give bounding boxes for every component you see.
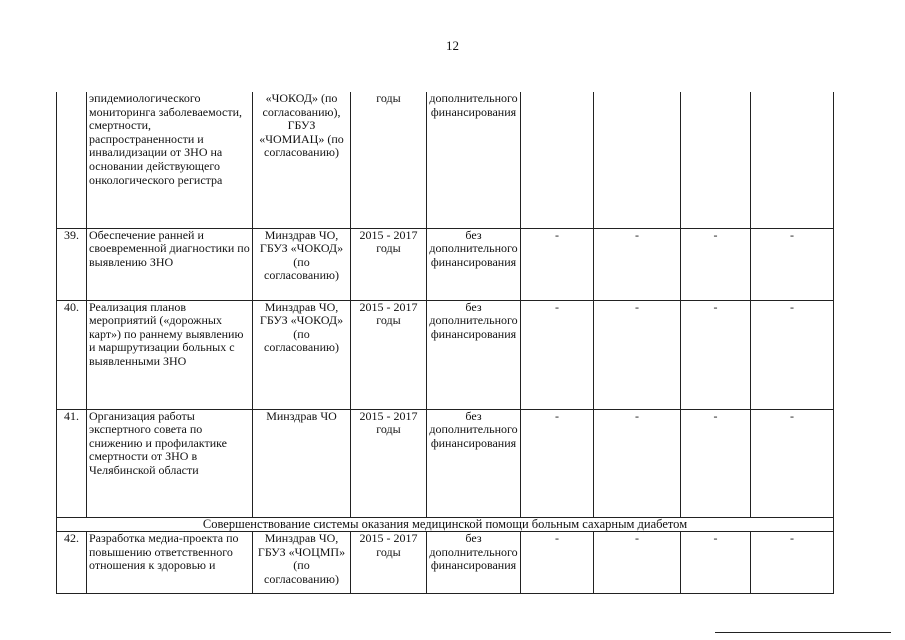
value-cell: - xyxy=(681,409,751,517)
financing-text: без дополнительного финансирования xyxy=(427,228,521,300)
page-number: 12 xyxy=(446,38,459,53)
financing-text: без дополнительного финансирования xyxy=(427,300,521,409)
financing-text: без дополнительного финансирования xyxy=(427,532,521,594)
value-cell: - xyxy=(594,532,681,594)
table-row xyxy=(57,300,834,409)
measure-text: Обеспечение ранней и своевременной диагностики по выявлению ЗНО xyxy=(87,228,253,300)
value-cell: - xyxy=(681,532,751,594)
executor-text: Минздрав ЧО, ГБУЗ «ЧОКОД» (по согласованию) xyxy=(253,300,351,409)
financing-text: дополнительного финансирования xyxy=(427,92,521,228)
term-text: 2015 - 2017 годы xyxy=(351,409,427,517)
executor-text: Минздрав ЧО, ГБУЗ «ЧОКОД» (по согласованию) xyxy=(253,228,351,300)
term-text: годы xyxy=(351,92,427,228)
value-cell xyxy=(594,92,681,228)
value-cell: - xyxy=(594,300,681,409)
value-cell xyxy=(751,92,834,228)
measure-text: эпидемиологического мониторинга заболеваемости, смертности, распространенности и инвалидизации от ЗНО на основании действующего онкологического регистра xyxy=(87,92,253,228)
term-text: 2015 - 2017 годы xyxy=(351,300,427,409)
row-number: 41. xyxy=(57,409,87,517)
row-number: 39. xyxy=(57,228,87,300)
executor-text: «ЧОКОД» (по согласованию), ГБУЗ «ЧОМИАЦ» (по согласованию) xyxy=(253,92,351,228)
row-number: 42. xyxy=(57,532,87,594)
measure-text: Организация работы экспертного совета по снижению и профилактике смертности от ЗНО в Челябинской области xyxy=(87,409,253,517)
value-cell: - xyxy=(681,300,751,409)
value-cell: - xyxy=(751,300,834,409)
executor-text: Минздрав ЧО xyxy=(253,409,351,517)
section-heading: Совершенствование системы оказания медицинской помощи больным сахарным диабетом xyxy=(57,517,834,532)
measures-table xyxy=(56,92,834,594)
executor-text: Минздрав ЧО, ГБУЗ «ЧОЦМП» (по согласованию) xyxy=(253,532,351,594)
value-cell: - xyxy=(594,409,681,517)
value-cell: - xyxy=(681,228,751,300)
value-cell: - xyxy=(594,228,681,300)
measure-text: Разработка медиа-проекта по повышению ответственного отношения к здоровью и xyxy=(87,532,253,594)
table-row xyxy=(57,92,834,228)
value-cell: - xyxy=(751,409,834,517)
value-cell: - xyxy=(521,409,594,517)
table-row xyxy=(57,532,834,594)
section-row xyxy=(57,517,834,532)
footer-rule xyxy=(715,632,891,633)
term-text: 2015 - 2017 годы xyxy=(351,228,427,300)
value-cell: - xyxy=(521,532,594,594)
value-cell xyxy=(521,92,594,228)
value-cell: - xyxy=(521,300,594,409)
table-row xyxy=(57,228,834,300)
value-cell xyxy=(681,92,751,228)
financing-text: без дополнительного финансирования xyxy=(427,409,521,517)
value-cell: - xyxy=(521,228,594,300)
row-number xyxy=(57,92,87,228)
value-cell: - xyxy=(751,532,834,594)
term-text: 2015 - 2017 годы xyxy=(351,532,427,594)
value-cell: - xyxy=(751,228,834,300)
measure-text: Реализация планов мероприятий («дорожных карт») по раннему выявлению и маршрутизации больных с выявленными ЗНО xyxy=(87,300,253,409)
row-number: 40. xyxy=(57,300,87,409)
table-row xyxy=(57,409,834,517)
